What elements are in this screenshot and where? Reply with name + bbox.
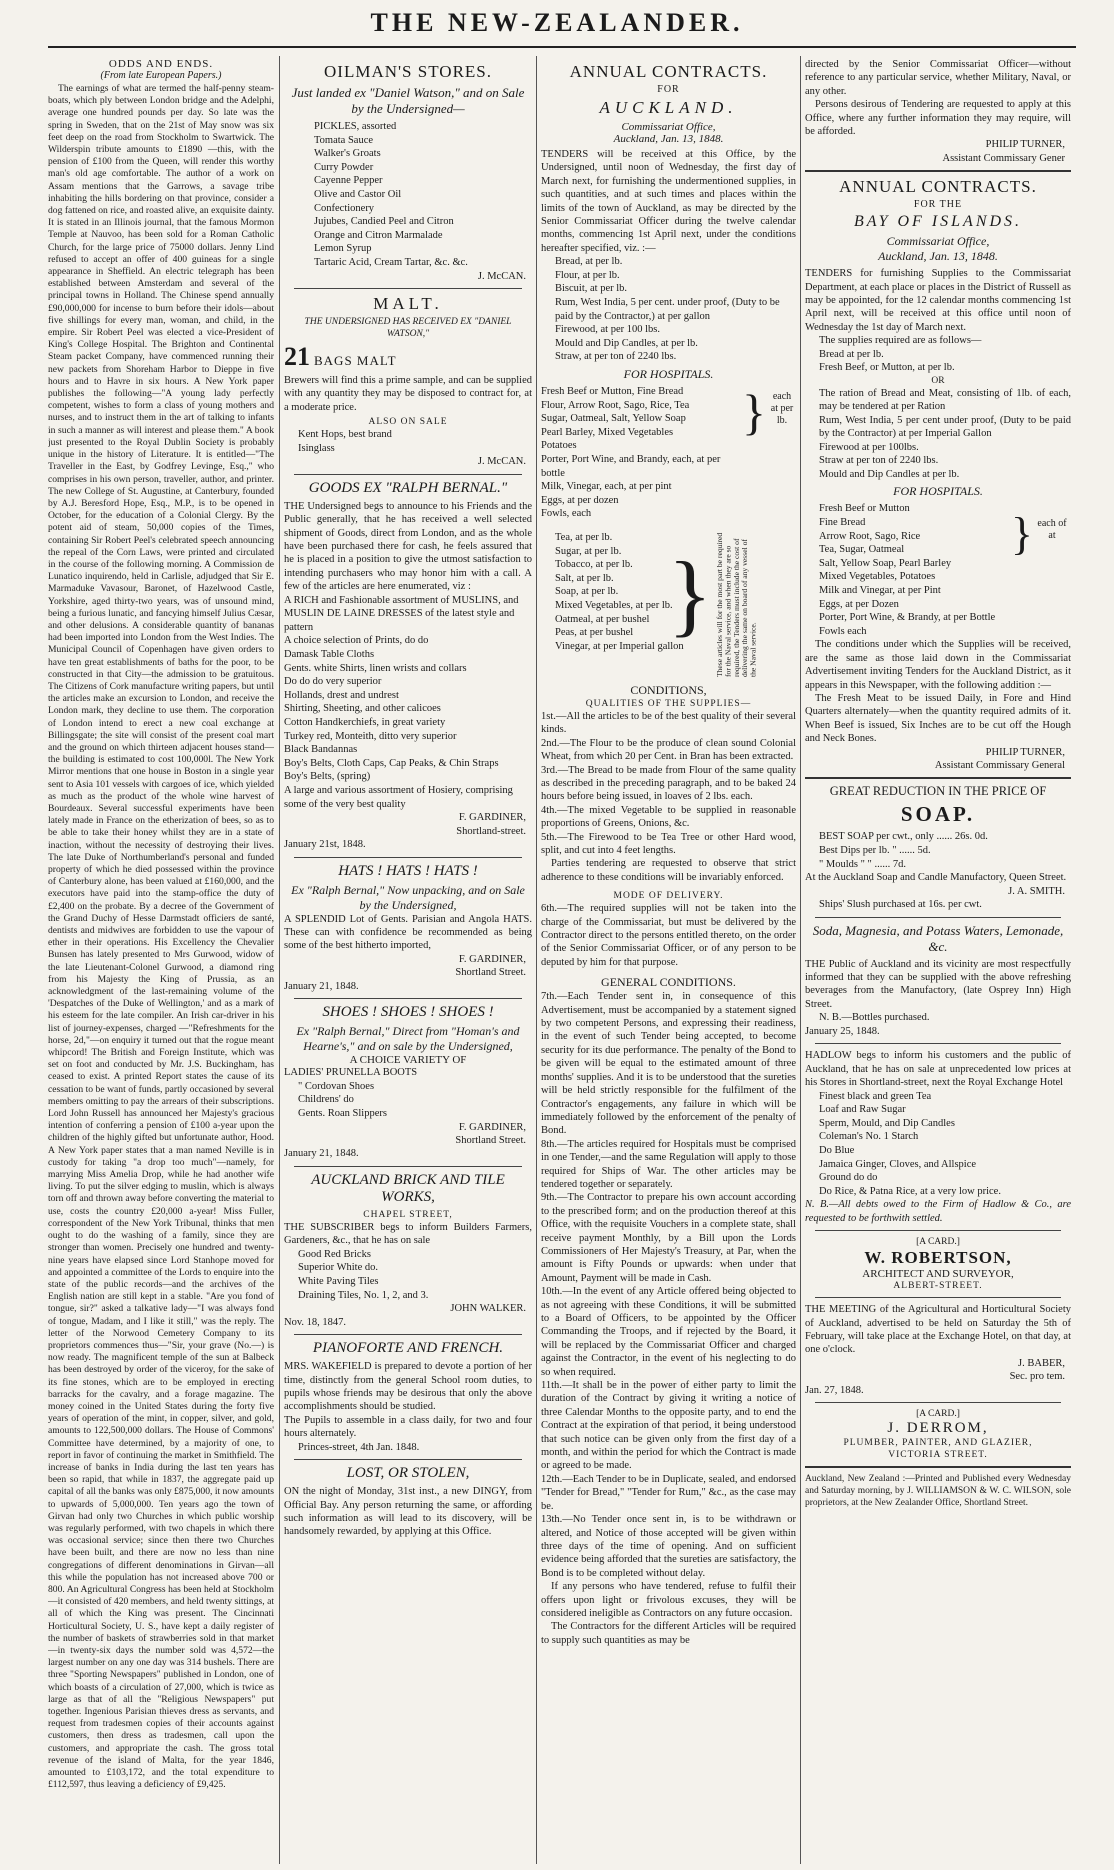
derrom-address: VICTORIA STREET. (888, 1450, 988, 1461)
general-condition-item: 10th.—In the event of any Article offered being objected to as not agreeing with these Conditions, it will be submitted to a Board of Officers, to be appointed by the Officer Commanding the Troops, and if rejected by the Board, it will be replaced by the Commissariat Officer and charged against the Contractor, in the event of his neglecting to do so when required. (541, 1286, 796, 1378)
brick-subtitle: CHAPEL STREET, (363, 1209, 453, 1220)
contracts-date: Auckland, Jan. 13, 1848. (613, 133, 724, 145)
malt-body: Brewers will find this a prime sample, and can be supplied with any quantity they may be disposed to contract for, at a moderate price. (284, 374, 532, 413)
divider (815, 1230, 1061, 1231)
soap-slush: Ships' Slush purchased at 16s. per cwt. (819, 899, 982, 911)
hospitals-brace-label: each at per lb. (770, 391, 794, 426)
list-item: Boy's Belts, (spring) (284, 771, 371, 783)
condition-item: 1st.—All the articles to be of the best quality of their several kinds. (541, 710, 796, 736)
list-item: Kent Hops, best brand (298, 429, 392, 441)
general-condition-item: The Contractors for the different Articles will be required to supply such quantities as may be (541, 1621, 796, 1646)
soda-body: THE Public of Auckland and its vicinity are most respectfully informed that they can be supplied with the above refreshing beverages from the Manufactory, (late Osprey Inn) High Street. (805, 958, 1071, 1010)
imprint: Auckland, New Zealand :—Printed and Published every Wednesday and Saturday morning, by J. WILLIAMSON & W. C. WILSON, sole proprietors, at the New Zealander Office, Shortland Street. (805, 1474, 1071, 1509)
soap-word: SOAP. (900, 802, 976, 827)
list-item: A RICH and Fashionable assortment of MUSLINS, and MUSLIN DE LAINE DRESSES of the latest style and pattern (284, 594, 519, 633)
list-item: Biscuit, at per lb. (555, 283, 628, 295)
hats-address: Shortland Street. (455, 967, 526, 979)
robertson-address: ALBERT-STREET. (893, 1281, 983, 1292)
masthead: THE NEW-ZEALANDER. (370, 8, 744, 37)
hats-date: January 21, 1848. (284, 980, 359, 992)
divider (815, 1297, 1061, 1298)
derrom-title: PLUMBER, PAINTER, AND GLAZIER, (843, 1438, 1033, 1449)
list-item: Fresh Beef or Mutton (819, 503, 910, 515)
goods-title: GOODS EX "RALPH BERNAL." (308, 479, 508, 496)
shoes-title: SHOES ! SHOES ! SHOES ! (322, 1004, 494, 1021)
list-item: Curry Powder (314, 161, 374, 173)
goods-signature: F. GARDINER, (458, 812, 526, 824)
shoes-address: Shortland Street. (455, 1134, 526, 1146)
list-item: Tea, at per lb. (555, 531, 613, 543)
list-item: Mould and Dip Candles at per lb. (819, 468, 960, 480)
hats-title: HATS ! HATS ! HATS ! (338, 862, 478, 879)
brick-date: Nov. 18, 1847. (284, 1316, 347, 1328)
hats-subtitle: Ex "Ralph Bernal," Now unpacking, and on Sale by the Undersigned, (291, 882, 525, 912)
list-item: Salt, Yellow Soap, Pearl Barley (819, 557, 952, 569)
hats-signature: F. GARDINER, (458, 953, 526, 965)
soap-signature: J. A. SMITH. (1008, 885, 1065, 897)
malt-also: ALSO ON SALE (368, 417, 448, 428)
brick-signature: JOHN WALKER. (450, 1303, 526, 1315)
turner-title: Assistant Commissary Gener (942, 152, 1065, 164)
shoes-choice: A CHOICE VARIETY OF (349, 1054, 467, 1067)
list-item: Bread, at per lb. (555, 256, 623, 268)
list-item: Confectionery (314, 202, 375, 214)
soda-nb: N. B.—Bottles purchased. (819, 1012, 930, 1024)
bay-hospitals-list (805, 502, 1071, 638)
list-item: Tomata Sauce (314, 134, 374, 146)
divider (805, 777, 1071, 779)
card-label: [A CARD.] (916, 1409, 960, 1420)
divider (294, 998, 522, 999)
pianoforte-body-2: The Pupils to assemble in a class daily, for two and four hours alternately. (284, 1414, 532, 1440)
list-item: Shirting, Sheeting, and other calicoes (284, 703, 441, 715)
shoes-subtitle: Ex "Ralph Bernal," Direct from "Homan's and Hearne's," and on sale by the Undersigned, (296, 1024, 520, 1054)
general-condition-item: 11th.—It shall be in the power of either party to limit the duration of the Contract by giving it writing a notice of three Calendar Months to the opposite party, and to end the Contract at the expiration of that period, it being understood that such notice can be given only from the first day of a month, and within the period for which the Contract is made or agreed to be made. (541, 1380, 796, 1472)
general-condition-item: 7th.—Each Tender sent in, in consequence of this Advertisement, must be accompanied by a statement signed by two competent Persons, and expressing their readiness, in the event of such Tender being accepted, to become security for its due performance. The penalty of the Bond to be given will be equal to the estimated amount of three months' supplies. And it is to be understood that the sureties will be held strictly responsible for the fulfilment of the Contractor's engagements, any failure in which will be immediately followed by the enforcement of the penalty of Bond. (541, 991, 796, 1137)
hats-body: A SPLENDID Lot of Gents. Parisian and Angola HATS. These can with confidence be recommended as being some of the best hitherto imported, (284, 913, 532, 952)
list-item: Do do do very superior (284, 676, 382, 688)
list-item: Turkey red, Monteith, ditto very superior (284, 730, 457, 742)
shoes-signature: F. GARDINER, (458, 1121, 526, 1133)
column-advertisements (284, 58, 532, 1868)
list-item: Boy's Belts, Cloth Caps, Cap Peaks, & Chin Straps (284, 757, 499, 769)
hospitals-list (541, 385, 796, 521)
brace: } (1010, 508, 1033, 560)
list-item: Do Blue (819, 1145, 855, 1157)
naval-note: These articles will for the most part be required for the Naval service, and when they are so required, the Tenders must include the cost of delivering the same on board of any vessel of the Naval service. (715, 532, 758, 677)
card-label: [A CARD.] (916, 1237, 960, 1248)
goods-list (284, 594, 532, 812)
divider (815, 1043, 1061, 1044)
condition-item: Parties tendering are requested to observe that strict adherence to these conditions will be invariably enforced. (541, 858, 796, 883)
list-item: " Cordovan Shoes (298, 1080, 375, 1092)
list-item: White Paving Tiles (298, 1275, 379, 1287)
column-rule (536, 56, 537, 1864)
price-line: " Moulds " " ...... 7d. (819, 858, 906, 870)
list-item: Loaf and Raw Sugar (819, 1104, 906, 1116)
malt-quantity: 21 (284, 341, 310, 371)
bay-or: OR (931, 376, 945, 387)
oilman-title: OILMAN'S STORES. (324, 62, 492, 81)
meeting-role: Sec. pro tem. (1009, 1371, 1065, 1383)
hadlow-list (805, 1090, 1071, 1199)
delivery-title: MODE OF DELIVERY. (613, 891, 724, 902)
bay-place: BAY OF ISLANDS. (853, 213, 1023, 231)
general-conditions-title: GENERAL CONDITIONS. (601, 975, 736, 990)
list-item: Tea, Sugar, Oatmeal (819, 544, 905, 556)
divider (815, 917, 1061, 918)
turner-signature: PHILIP TURNER, (985, 746, 1065, 758)
list-item: Finest black and green Tea (819, 1090, 932, 1102)
column-rule (800, 56, 801, 1864)
brace: } (667, 542, 712, 645)
list-item: Damask Table Cloths (284, 648, 375, 660)
condition-item: 3rd.—The Bread to be made from Flour of the same quality as described in the preceding paragraph, and to be baked 24 hours before being issued, in loaves of 2 lbs. each. (541, 764, 796, 803)
oilman-signature: J. McCAN. (477, 270, 526, 282)
list-item: Potatoes (541, 440, 577, 452)
bay-for: FOR THE (913, 199, 963, 211)
bay-title: ANNUAL CONTRACTS. (839, 177, 1037, 197)
shoes-date: January 21, 1848. (284, 1148, 359, 1160)
list-item: Firewood at per 100lbs. (819, 441, 919, 453)
list-item: Good Red Bricks (298, 1248, 371, 1260)
list-item: Straw, at per ton of 2240 lbs. (555, 351, 677, 363)
malt-signature: J. McCAN. (477, 456, 526, 468)
divider (294, 1334, 522, 1335)
list-item: Oatmeal, at per bushel (555, 613, 650, 625)
divider (815, 1402, 1061, 1403)
condition-item: 2nd.—The Flour to be the produce of clean sound Colonial Wheat, from which 20 per Cent. in Bran has been extracted. (541, 737, 796, 763)
list-item: Porter, Port Wine, & Brandy, at per Bottle (819, 612, 996, 624)
malt-title: MALT. (373, 293, 443, 313)
soda-title: Soda, Magnesia, and Potass Waters, Lemonade, &c. (812, 922, 1064, 954)
oilman-subtitle: Just landed ex "Daniel Watson," and on Sale by the Undersigned— (291, 85, 525, 116)
list-item: A choice selection of Prints, do do (284, 635, 429, 647)
bay-intro: TENDERS for furnishing Supplies to the Commissariat Department, at each place or places in the District of Russell as may be appointed, for the 12 calendar months commencing 1st April next, will be received at this office until noon of Wednesday the 1st day of March next. (805, 268, 1071, 333)
column-annual-contracts-auckland (541, 58, 796, 1868)
list-item: Fresh Beef or Mutton, Fine Bread (541, 386, 684, 397)
list-item: PICKLES, assorted (314, 121, 397, 132)
robertson-name: W. ROBERTSON, (864, 1248, 1012, 1268)
condition-item: 5th.—The Firewood to be Tea Tree or other Hard wood, split, and cut into 4 feet lengths. (541, 831, 796, 856)
list-item: Olive and Castor Oil (314, 188, 402, 200)
list-item: Childrens' do (298, 1094, 354, 1106)
list-item: Vinegar, at per Imperial gallon (555, 640, 684, 652)
bay-brace-label: each of at (1037, 518, 1067, 542)
divider (294, 857, 522, 858)
list-item: Mixed Vegetables, Potatoes (819, 571, 936, 583)
contracts-place: AUCKLAND. (599, 98, 738, 117)
goods-address: Shortland-street. (456, 825, 526, 837)
lost-body: ON the night of Monday, 31st inst., a new DINGY, from Official Bay. Any person returning the same, or affording such information as will lead to its discovery, will be handsomely rewarded, by applying at this Office. (284, 1486, 532, 1538)
contracts-for: FOR (657, 84, 680, 95)
list-item: Tobacco, at per lb. (555, 559, 633, 571)
divider (294, 1166, 522, 1167)
list-item: Rum, West India, 5 per cent under proof, (Duty to be paid by the Contractor) at per Imperial Gallon (819, 414, 1071, 440)
supplies-list (541, 255, 796, 364)
bay-conditions-2: The Fresh Meat to be issued Daily, in Fore and Hind Quarters alternately—when the quantity required admits of it. When Beef is issued, Six Inches are to be cut off the Hough and Neck Bones. (805, 693, 1071, 745)
list-item: Sugar, Oatmeal, Salt, Yellow Soap (541, 413, 686, 425)
hadlow-nb: N. B.—All debts owed to the Firm of Hadlow & Co., are requested to be forthwith settled. (805, 1199, 1071, 1224)
list-item: Jamaica Ginger, Cloves, and Allspice (819, 1158, 977, 1170)
general-condition-item: 8th.—The articles required for Hospitals must be comprised in one Tender,—and the same Regulation will apply to those required for Ships of War. The other articles may be tendered together or separately. (541, 1138, 796, 1190)
general-condition-item: 9th.—The Contractor to prepare his own account according to the prescribed form; and on the production thereof at this Office, with the requisite Vouchers in a complete state, shall receive payment Monthly, by a Bill upon the Lords Commissioners of Her Majesty's Treasury, at Par, when the amount is Fifty Pounds or upwards: when under that Amount, Payment will be made in Cash. (541, 1192, 796, 1284)
hadlow-body: HADLOW begs to inform his customers and the public of Auckland, that he has on sale at unprecedented low prices at his Stores in Shortland-street, next the Royal Exchange Hotel (805, 1050, 1071, 1089)
list-item: A large and various assortment of Hosiery, comprising some of the very best quality (284, 784, 513, 810)
malt-quantity-row (284, 342, 532, 372)
divider (294, 474, 522, 475)
list-item: LADIES' PRUNELLA BOOTS (284, 1067, 418, 1079)
list-item: Tartaric Acid, Cream Tartar, &c. &c. (314, 256, 468, 268)
derrom-name: J. DERROM, (887, 1420, 989, 1437)
list-item: Fine Bread (819, 517, 866, 529)
list-item: Salt, at per lb. (555, 572, 614, 584)
general-condition-item: 12th.—Each Tender to be in Duplicate, sealed, and endorsed "Tender for Bread," "Tender for Rum," &c., as the case may be. (541, 1473, 796, 1512)
list-item: Fresh Beef, or Mutton, at per lb. (819, 362, 955, 374)
list-item: Jujubes, Candied Peel and Citron (314, 216, 454, 228)
conditions-title: CONDITIONS, (630, 682, 707, 697)
column-notices (805, 58, 1071, 1868)
contracts-title: ANNUAL CONTRACTS. (569, 62, 768, 81)
brace: } (742, 384, 766, 440)
conditions-subtitle: QUALITIES OF THE SUPPLIES— (585, 698, 752, 709)
contracts-continued-2: Persons desirous of Tendering are requested to apply at this Office, where any further information they may require, will be afforded. (805, 99, 1071, 138)
price-line: BEST SOAP per cwt., only ...... 26s. 0d. (819, 831, 988, 843)
list-item: Milk and Vinegar, at per Pint (819, 585, 941, 597)
divider (294, 1459, 522, 1460)
odds-title: ODDS AND ENDS. (108, 58, 214, 70)
column-rule (279, 56, 280, 1864)
list-item: Milk, Vinegar, each, at per pint (541, 481, 672, 493)
pianoforte-body: MRS. WAKEFIELD is prepared to devote a portion of her time, distinctly from the general School room duties, to pupils whose friends may be desirous that only the above accomplishments should be studied. (284, 1361, 532, 1413)
goods-date: January 21st, 1848. (284, 838, 366, 850)
lost-title: LOST, OR STOLEN, (346, 1465, 470, 1482)
list-item: Isinglass (298, 442, 335, 454)
meeting-signature: J. BABER, (1018, 1357, 1065, 1369)
list-item: Fowls each (819, 625, 867, 637)
list-item: Cotton Handkerchiefs, in great variety (284, 716, 446, 728)
list-item: Black Bandannas (284, 744, 358, 756)
list-item: Draining Tiles, No. 1, 2, and 3. (298, 1289, 429, 1301)
list-item: Soap, at per lb. (555, 586, 619, 598)
general-condition-item: If any persons who have tendered, refuse to fulfil their offers upon light or frivolous excuses, they will be considered ineligible as Contractors on any future occasion. (541, 1581, 796, 1619)
brick-title: AUCKLAND BRICK AND TILE WORKS, (311, 1171, 505, 1205)
soda-date: January 25, 1848. (805, 1025, 880, 1037)
list-item: Porter, Port Wine, and Brandy, each, at per bottle (541, 453, 721, 479)
malt-bags: BAGS MALT (314, 352, 397, 368)
list-item: Eggs, at per dozen (541, 494, 619, 506)
masthead-rule (48, 46, 1076, 48)
soap-title: GREAT REDUCTION IN THE PRICE OF (829, 784, 1047, 799)
list-item: Walker's Groats (314, 148, 381, 160)
divider (805, 170, 1071, 172)
list-item: Superior White do. (298, 1262, 379, 1274)
list-item: Sperm, Mould, and Dip Candles (819, 1117, 955, 1129)
naval-list (541, 531, 796, 679)
list-item: Bread at per lb. (819, 348, 884, 360)
list-item: The ration of Bread and Meat, consisting of 1lb. of each, may be tendered at per Ration (819, 388, 1071, 413)
pianoforte-title: PIANOFORTE AND FRENCH. (312, 1340, 504, 1357)
general-condition-item: 13th.—No Tender once sent in, is to be withdrawn or altered, and Notice of those accepted will be given within three days of the time of opening. And on sufficient evidence being afforded that the sureties are satisfactory, the Bond is to be completed without delay. (541, 1514, 796, 1579)
divider (805, 1466, 1071, 1468)
contracts-intro: TENDERS will be received at this Office, by the Undersigned, until noon of Wednesday, the first day of March next, for furnishing the undermentioned supplies, in such quantities, and at such times and places within the limits of the town of Auckland, as may be directed by the Senior Commissariat Officer during the twelve calendar months, commencing 1st April next, under the conditions hereafter specified, viz. :— (541, 149, 796, 254)
list-item: Lemon Syrup (314, 243, 372, 255)
list-item: Pearl Barley, Mixed Vegetables (541, 426, 674, 438)
condition-item: 4th.—The mixed Vegetable to be supplied in reasonable proportions of Greens, Onions, &c. (541, 804, 796, 830)
list-item: Coleman's No. 1 Starch (819, 1131, 919, 1143)
delivery-body: 6th.—The required supplies will not be taken into the charge of the Commissariat, but must be delivered by the Contractor direct to the persons entitled thereto, on the order of the Senior Commissariat Officer, or of any person to be deputed by him for that purpose. (541, 903, 796, 968)
hospitals-title: FOR HOSPITALS. (623, 367, 714, 381)
bay-required: The supplies required are as follows— (819, 335, 982, 347)
list-item: Flour, at per lb. (555, 269, 620, 281)
list-item: Ground do do (819, 1172, 878, 1184)
bay-hospitals-title: FOR HOSPITALS. (893, 484, 983, 499)
bay-date: Auckland, Jan. 13, 1848. (878, 249, 998, 264)
goods-body: THE Undersigned begs to announce to his Friends and the Public generally, that he has received a well selected shipment of Goods, direct from London, and as the whole have been purchased there for cash, he feels assured that he is placed in a position to give the utmost satisfaction to intending purchasers who may honor him with a call. A few of the articles are here enumerated, viz : (284, 500, 532, 593)
list-item: Do Rice, & Patna Rice, at a very low price. (819, 1185, 1001, 1197)
list-item: Peas, at per bushel (555, 627, 634, 639)
bay-conditions: The conditions under which the Supplies will be received, are the same as those laid down in the Commissariat Advertisement inviting Tenders for the Auckland District, as it appears in this Newspaper, with the following addition :— (805, 639, 1071, 691)
bay-office: Commissariat Office, (886, 234, 990, 249)
meeting-body: THE MEETING of the Agricultural and Horticultural Society of Auckland, advertised to be held on Saturday the 5th of February, will take place at the Exchange Hotel, on that day, at one o'clock. (805, 1304, 1071, 1356)
price-line: Best Dips per lb. " ...... 5d. (819, 845, 931, 857)
divider (294, 288, 522, 289)
list-item: Eggs, at per Dozen (819, 598, 899, 610)
list-item: Orange and Citron Marmalade (314, 229, 443, 241)
list-item: Fowls, each (541, 508, 592, 520)
brick-body: THE SUBSCRIBER begs to inform Builders Farmers, Gardeners, &c., that he has on sale (284, 1221, 532, 1247)
list-item: Gents. white Shirts, linen wrists and collars (284, 662, 467, 674)
malt-subtitle: THE UNDERSIGNED HAS RECEIVED EX "DANIEL WATSON," (304, 316, 512, 339)
list-item: Arrow Root, Sago, Rice (819, 530, 921, 542)
list-item: Gents. Roan Slippers (298, 1107, 387, 1119)
column-odds-and-ends (48, 58, 274, 1868)
turner-title: Assistant Commissary General (934, 760, 1065, 772)
list-item: Mixed Vegetables, at per lb. (555, 599, 673, 611)
contracts-continued: directed by the Senior Commissariat Officer—without reference to any particular service, whether Military, Naval, or any other. (805, 59, 1071, 97)
robertson-title: ARCHITECT AND SURVEYOR, (862, 1268, 1014, 1281)
contracts-office: Commissariat Office, (621, 121, 716, 133)
list-item: Flour, Arrow Root, Sago, Rice, Tea (541, 399, 690, 411)
list-item: Straw at per ton of 2240 lbs. (819, 455, 939, 467)
list-item: Sugar, at per lb. (555, 545, 622, 557)
list-item: Hollands, drest and undrest (284, 689, 399, 701)
turner-signature: PHILIP TURNER, (985, 139, 1065, 151)
odds-subtitle: (From late European Papers.) (100, 70, 222, 81)
list-item: Rum, West India, 5 per cent. under proof, (Duty to be paid by the Contractor,) at per gallon (555, 297, 780, 322)
list-item: Firewood, at per 100 lbs. (555, 324, 660, 336)
oilman-list (284, 120, 532, 270)
list-item: Cayenne Pepper (314, 175, 383, 187)
list-item: Mould and Dip Candles, at per lb. (555, 337, 698, 349)
odds-body: The earnings of what are termed the half-penny steam-boats, which ply between London bridge and the Adelphi, average one hundred pounds per day. So late was the spring in Sweden, that on the 21st of May snow was six feet deep on the road from Stockholm to Swartwick. The Wilderspin tribute amounts to £1890 —this, with the pension of £100 from the Queen, will render this worthy man's old age comfortable. The author of a work on Assam mentions that the Garrows, a savage tribe inhabiting the hills bordering on that province, consider a dog fattened on rice, and roasted alive, an exquisite dainty. It is stated in an Illinois journal, that the famous Mormon Temple at Nauvoo, has been sold for a Roman Catholic Church, for the large price of 75000 dollars. Jenny Lind refused to accept an offer of 400 guineas for a single appearance in Sheffield. An electric telegraph has been established between Amsterdam and several of the principal towns in Holland. The Chinese spend annually £90,000,000 for incense to burn before their idols—about five shillings for every man, woman, and child, in the empire. Sir Robert Peel was elected a vice-President of King's College Hospital. The Brighton and Continental Steam packet Company, have commenced running their new packets from Shoreham Harbor to Dieppe in five hours and to Havre in six hours. A New York paper publishes the following—"A young lady perfectly competent, wishes to form a class of young mothers and nurses, and to instruct them in the art of talking to infants in such a manner as will interest and please them." A book just presented to the Royal Dublin Society is probably unique in the history of Literature. It is entitled—"The Traveller in the East, by Godfrey Levinge, Esq.," who comprises in his own person, traveller, author, and printer. The new College of St. Augustine, at Canterbury, founded by A.J. Beresford Hope, Esq., M.P., is to be opened in October, for the education of a Colonial Clergy. By the potent aid of steam, 50,000 copies of the Times, containing Sir Robert Peel's celebrated speech announcing the repeal of the Corn Laws, were printed and circulated in the course of the following morning. A Commission de Lunatico inquirendo, held in Carlisle, adjudged that Sir E. Marmaduke Vavasour, Baronet, of Hazelwood Castle, Yorkshire, aged thirty-two years, was of unsound mind, being a furious lunatic, and fancying himself Julius Cæsar, and other delusions. A considerable quantity of bananas had been imported into London from the West Indies. The Municipal Council of Copenhagen have given orders to have ten great establishments of baths for the poor, to be constructed in that City—the admission to be gratuitous. The Citizens of Cork manufacture writing papers, but until the articles make an excursion to London, and receive the London mark, they decline to use them. The corporation of London intend to erect a new coal exchange at Billingsgate; the site will consist of the present coal mart and the ground on which thirteen adjacent houses stand—the building is estimated to cost 100,000l. The New York Mirror mentions that one house in Boston in a single year sent to Asia 101 vessels with cargoes of ice, which yielded as much as the product of the whole wine harvest of Bourdeaux. Several successful experiments have been lately made in France on the etherization of bees, so as to be able to take their honey whilst they are in a state of inaction, without the necessity of destroying their lives. The late Duke of Northumberland's personal and funded property of which he died possessed within the province of Canterbury alone, has been valued at £160,000, and the executors have paid into the stamp-office the duty of £2,400 on the probate. By a decree of the Government of the Grand Duchy of Hesse Darmstadt officiers de santé, dentists and midwives are forbidden to use the vapour of ether in their operations. His Excellency the Chevalier Bunsen has lately presented to Mrs Gurwood, widow of the late Lieutenant-Colonel Gurwood, a diamond ring from his Majesty the King of Prussia, as an acknowledgment of the last-remaining volume of the 'Despatches of the Duke of Wellington,' and as a mark of his esteem for the late compiler. An Irish car-driver in his list of journey-expenses, charged —"Refreshments for the horse, 2d,"—on enquiry it turned out that the rogue meant whipcord! The British and Foreign Institute, which was set on foot and conducted by Mr. J.S. Buckingham, has ceased to exist. A printed Report states the cause of its cessation to be want of funds, partly occasioned by several members omitting to pay the arrears of their subscriptions. Lord John Russell has announced her Majesty's gracious intention of conferring a pension of £100 a-year upon the children of the highly gifted but unfortunate author, Hood. A New York paper states that a man named Neville is in custody for taking "a drop too much"—namely, for marrying Miss Amelia Drop, while he had another wife living. To put the silver edging to muslin, which is always torn off and thrown away before converting the material to use, costs the country £20,000 a-year! Miss Fuller, correspondent of the New York Tribunal, thinks that men ought to do the washing of a family, since they are stronger than women. Precisely one hundred and twenty-nine years have elapsed since Lord Stanhope moved for and appointed a committee of the Lords to enquire into the state of the public records—and the archives of the English nation are still kept in a stable. "Are you fond of tongue, sir?" asked a talkative lady—"I was always fond of tongue, Madam, and I like it still," was the reply. The letter of the Norwood Cemetery Company to its proprietors commences thus—"Sir, your grave (No.—) is now ready. The magnificent temple of the sun at Balbeck has been destroyed by order of the viceroy, for the sake of its fine stones, which are to be employed in erecting barracks for the cavalry, and a forage magazine. The money coined in the United States during the forty five years of operation of the mint, in copper, silver, and gold, amounts to 122,500,000 dollars. The House of Commons' Committee have determined, by a majority of one, to report in favor of continuing the market in Smithfield. The increase of banks in India during the last ten years has been so rapid, that while in 1837, the aggregate paid up capital of all the banks was only £875,000, it now amounts to upwards of 5,000,000. Ten years ago the town of Girvan had only two Churches in which public worship was regularly performed, with two chapels in which there was occasional service; since then there two Churches have been built, and there are now no less than nine congregations of different denominations in Girvan—all this while the population has not increased above 700 or 800. An Agricultural Congress has been held at Stockholm—it consisted of 420 members, and held twenty sittings, at all of which the King was present. The Cincinnati Horticultural Society, U. S., have kept a daily register of the number of baskets of strawberries sold in that market—in twenty-six days the number sold was 4,572—the largest number on any one day was 314 bushels. There are three "Sporting Newspapers" published in London, one of which boasts of a circulation of 27,000, which is twice as large as that of all the "Religious Newspapers" put together. Ingenious Parisian thieves dress as servants, and request from tradesmen copies of their accounts against customers, then dress as tradesmen, call upon the customers, and appropriate the cash. The gross total revenue of the island of Malta, for the year 1846, amounted to £103,172, and the total expenditure to £112,597, thus leaving a deficiency of £9,425. (48, 83, 274, 1791)
pianoforte-address: Princes-street, 4th Jan. 1848. (298, 1441, 420, 1453)
meeting-date: Jan. 27, 1848. (805, 1384, 864, 1396)
soap-body: At the Auckland Soap and Candle Manufactory, Queen Street. (805, 872, 1067, 884)
